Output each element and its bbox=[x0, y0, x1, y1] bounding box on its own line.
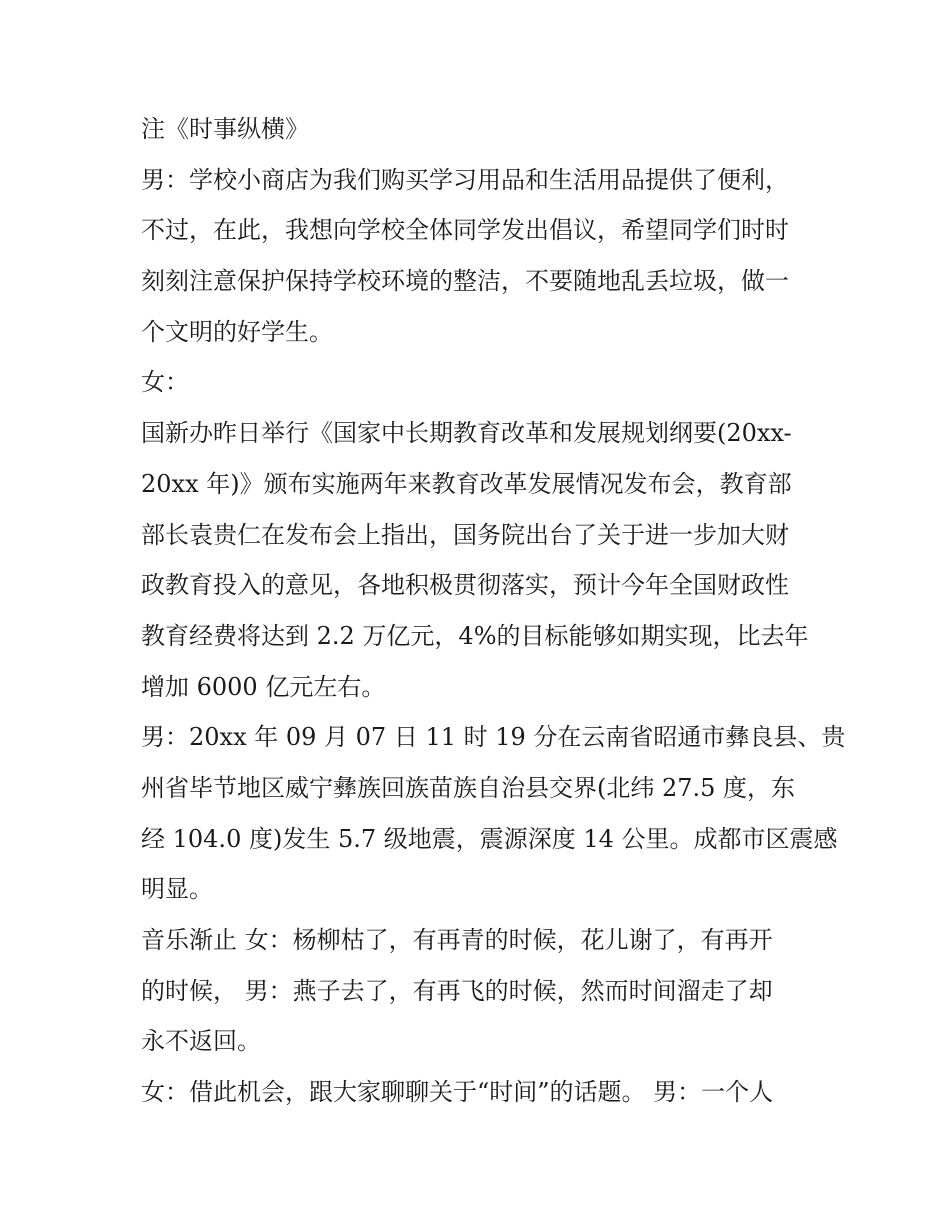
text-line: 部长袁贵仁在发布会上指出，国务院出台了关于进一步加大财 bbox=[141, 520, 789, 549]
text-line: 女： bbox=[141, 368, 189, 397]
text-line: 女：借此机会，跟大家聊聊关于“时间”的话题。 男：一个人 bbox=[141, 1078, 774, 1107]
text-line: 增加 6000 亿元左右。 bbox=[141, 672, 386, 701]
text-line: 政教育投入的意见，各地积极贯彻落实，预计今年全国财政性 bbox=[141, 571, 789, 600]
text-line: 国新办昨日举行《国家中长期教育改革和发展规划纲要(20xx- bbox=[141, 419, 792, 448]
text-line: 教育经费将达到 2.2 万亿元，4%的目标能够如期实现，比去年 bbox=[141, 621, 809, 650]
text-line: 20xx 年)》颁布实施两年来教育改革发展情况发布会，教育部 bbox=[141, 469, 792, 498]
text-line: 不过，在此，我想向学校全体同学发出倡议，希望同学们时时 bbox=[141, 216, 789, 245]
text-line: 个文明的好学生。 bbox=[141, 317, 333, 346]
text-line: 音乐渐止 女：杨柳枯了，有再青的时候，花儿谢了，有再开 bbox=[141, 926, 773, 954]
text-line: 男：20xx 年 09 月 07 日 11 时 19 分在云南省昭通市彝良县、贵 bbox=[141, 723, 846, 752]
text-line: 注《时事纵横》 bbox=[141, 115, 309, 143]
text-line: 州省毕节地区威宁彝族回族苗族自治县交界(北纬 27.5 度，东 bbox=[141, 773, 796, 802]
text-line: 经 104.0 度)发生 5.7 级地震，震源深度 14 公里。成都市区震感 bbox=[141, 824, 838, 853]
text-line: 的时候， 男：燕子去了，有再飞的时候，然而时间溜走了却 bbox=[141, 976, 773, 1005]
text-line: 明显。 bbox=[141, 875, 213, 904]
text-line: 永不返回。 bbox=[141, 1027, 261, 1056]
text-line: 刻刻注意保护保持学校环境的整洁，不要随地乱丢垃圾，做一 bbox=[141, 267, 789, 296]
document-body bbox=[141, 104, 846, 1118]
text-line: 男：学校小商店为我们购买学习用品和生活用品提供了便利， bbox=[141, 165, 789, 194]
